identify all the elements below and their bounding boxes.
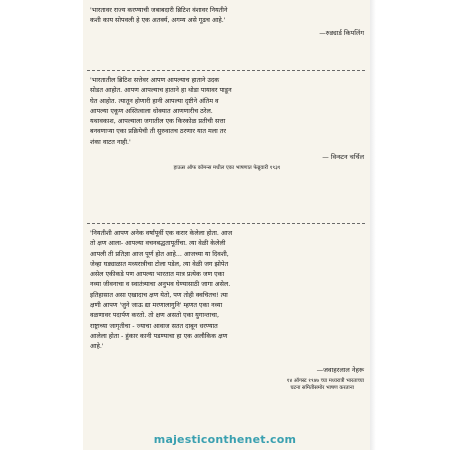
quote-source-note: हाऊस ऑफ कॉमन्स मधील एका भाषणात फेब्रुवारी १९३१	[173, 165, 281, 172]
book-page	[83, 0, 370, 450]
quote-text: 'भारतावर राज्य करण्याची जबाबदारी ब्रिटिश वंशावर नियतीने कशी काय सोपवली हे एक अतर्क्य, अगम्य असे गूढच आहे.'	[90, 7, 228, 25]
watermark-text: majesticonthenet.com	[153, 433, 297, 446]
quote-author: — विन्स्टन चर्चिल	[322, 153, 364, 162]
dashed-divider	[87, 70, 365, 71]
quote-block-nehru	[90, 229, 364, 393]
quote-block-churchill	[90, 76, 364, 173]
quote-text: 'भारतातील ब्रिटिश सत्तेवर आपण आपल्याच हाताने उदक सोडत आहोत. आपण आपल्याच हाताने हा थोडा पायावर पाडून घेत आहोत. त्यातून होणारी हानी आपल्या दृष्टीने अंतिम व आपल्या एकूण अस्तित्वाला धोक्यात आणणारीच ठरेल. यथावकाश, आपल्याला जगातील एक किरकोळ प्रतीची सत्ता बनवणाऱ्या एका प्रक्रियेची ती सुरुवातच ठरणार यात मला तर शंका वाटत नाही.'	[90, 77, 232, 146]
dashed-divider	[87, 223, 365, 224]
quote-block-kipling	[90, 6, 364, 38]
quote-author: —जवाहरलाल नेहरू	[316, 365, 364, 374]
quote-source-note: १४ ऑगस्ट १९४७ च्या मध्यरात्री भारताच्या	[286, 377, 364, 384]
quote-source-note: घटना समितीसमोर भाषण करताना	[290, 385, 354, 392]
quote-text: 'नियतीशी आपण अनेक वर्षांपूर्वी एक करार केलेला होता. आज तो क्षण आला- आपल्या वचनबद्धतापूर्तीचा. त्या वेळी केलेली आपली ती प्रतिज्ञा आज पूर्ण होत आहे... आजच्या या दिवशी, जेव्हा घड्याळात मध्यरात्रीचा टोला पडेल, त्या वेळी जग झोपेत असेल एकीकडे पण आपल्या भारतात मात्र प्रत्येक जण एका नव्या जीवनाचा व स्वातंत्र्याचा अनुभव घेण्यासाठी जागा असेल. इतिहासात असा एखादाच क्षण येतो, पण तोही क्वचितच! त्या क्षणी आपण 'जुने जाऊ द्या मरणालागुनि' म्हणत एका नव्या वळणावर पदार्पण करतो. तो क्षण असतो एका युगान्ताचा, राष्ट्राच्या जागृतीचा - ज्याचा आवाज सतत दाबून धरण्यात आलेला होता - हुंकार कानी पडण्याचा हा एक अलौकिक क्षण आहे.'	[90, 230, 233, 351]
quote-author: —रुड्यार्ड किपलिंग	[319, 28, 364, 37]
